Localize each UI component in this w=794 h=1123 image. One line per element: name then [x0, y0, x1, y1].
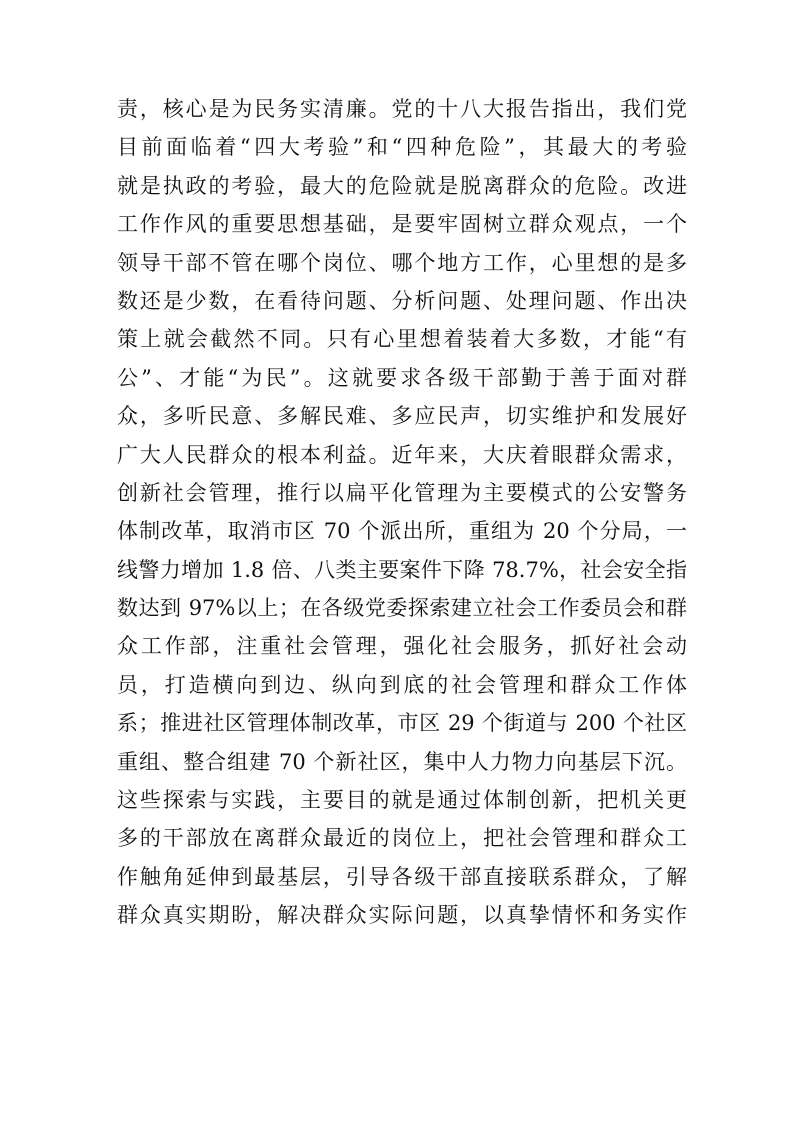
text-line: 工作作风的重要思想基础，是要牢固树立群众观点，一个: [117, 212, 687, 237]
text-line: 公”、才能“为民”。这就要求各级干部勤于善于面对群: [117, 365, 687, 390]
text-line: 众工作部，注重社会管理，强化社会服务，抓好社会动: [117, 634, 687, 659]
text-line: 数还是少数，在看待问题、分析问题、处理问题、作出决: [117, 288, 687, 313]
text-line: 就是执政的考验，最大的危险就是脱离群众的危险。改进: [117, 173, 687, 198]
text-line: 领导干部不管在哪个岗位、哪个地方工作，心里想的是多: [117, 250, 687, 275]
text-line: 重组、整合组建 70 个新社区，集中人力物力向基层下沉。: [117, 749, 687, 774]
text-line: 责，核心是为民务实清廉。党的十八大报告指出，我们党: [117, 97, 687, 121]
text-line: 员，打造横向到边、纵向到底的社会管理和群众工作体: [117, 672, 687, 697]
text-line: 众，多听民意、多解民难、多应民声，切实维护和发展好: [117, 404, 687, 429]
text-line: 创新社会管理，推行以扁平化管理为主要模式的公安警务: [117, 480, 687, 505]
text-line: 群众真实期盼，解决群众实际问题，以真挚情怀和务实作: [117, 903, 687, 928]
text-line: 数达到 97%以上；在各级党委探索建立社会工作委员会和群: [117, 596, 687, 621]
text-line: 这些探索与实践，主要目的就是通过体制创新，把机关更: [117, 788, 687, 813]
text-line: 体制改革，取消市区 70 个派出所，重组为 20 个分局，一: [117, 519, 687, 544]
body-text: [117, 90, 687, 935]
text-line: 广大人民群众的根本利益。近年来，大庆着眼群众需求，: [117, 442, 687, 467]
text-line: 多的干部放在离群众最近的岗位上，把社会管理和群众工: [117, 826, 687, 851]
text-line: 策上就会截然不同。只有心里想着装着大多数，才能“有: [117, 327, 687, 352]
text-line: 目前面临着“四大考验”和“四种危险”，其最大的考验: [117, 135, 687, 160]
text-line: 系；推进社区管理体制改革，市区 29 个街道与 200 个社区: [117, 711, 687, 736]
text-line: 作触角延伸到最基层，引导各级干部直接联系群众，了解: [117, 864, 687, 889]
text-line: 线警力增加 1.8 倍、八类主要案件下降 78.7%，社会安全指: [117, 557, 687, 582]
